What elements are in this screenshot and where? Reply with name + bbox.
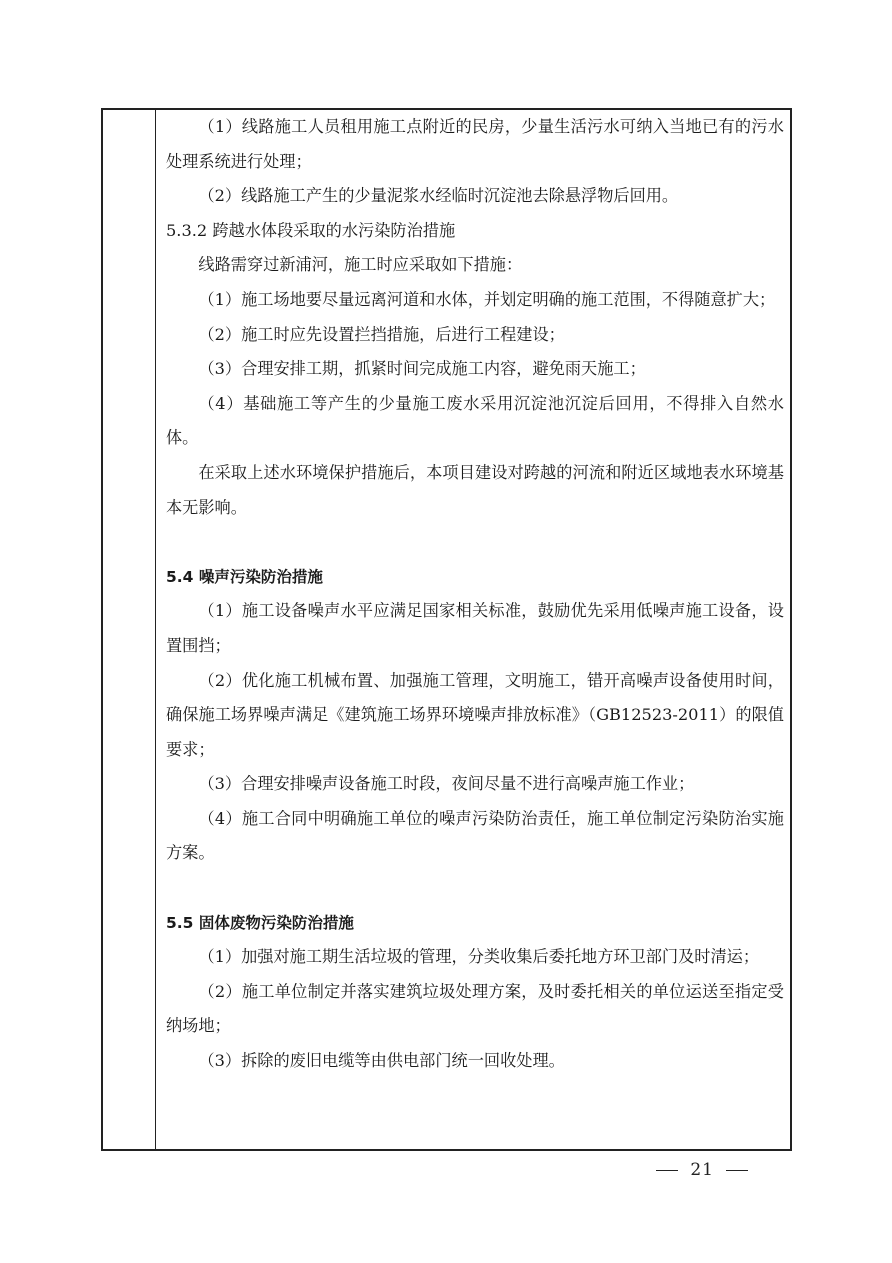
table-column-divider bbox=[155, 108, 156, 1151]
water-measure-3: （3）合理安排工期，抓紧时间完成施工内容，避免雨天施工； bbox=[198, 359, 646, 379]
noise-item-2: （2）优化施工机械布置、加强施工管理，文明施工，错开高噪声设备使用时间，确保施工场界噪声满足《建筑施工场界环境噪声排放标准》（GB12523-2011）的限值要求； bbox=[166, 670, 784, 759]
noise-item-1: （1）施工设备噪声水平应满足国家相关标准，鼓励优先采用低噪声施工设备，设置围挡； bbox=[166, 601, 784, 655]
subsection-heading-5-3-2: 5.3.2 跨越水体段采取的水污染防治措施 bbox=[166, 220, 456, 240]
water-item-2: （2）线路施工产生的少量泥浆水经临时沉淀池去除悬浮物后回用。 bbox=[198, 186, 679, 206]
water-intro: 线路需穿过新浦河，施工时应采取如下措施： bbox=[198, 255, 523, 275]
solid-waste-item-3: （3）拆除的废旧电缆等由供电部门统一回收处理。 bbox=[198, 1051, 565, 1071]
section-heading-5-4: 5.4 噪声污染防治措施 bbox=[166, 567, 323, 586]
water-conclusion: 在采取上述水环境保护措施后，本项目建设对跨越的河流和附近区域地表水环境基本无影响。 bbox=[166, 462, 784, 517]
document-body bbox=[166, 110, 784, 1079]
section-spacer bbox=[166, 525, 784, 560]
section-heading-5-5: 5.5 固体废物污染防治措施 bbox=[166, 913, 354, 932]
dash-right-icon bbox=[726, 1170, 748, 1171]
solid-waste-item-1: （1）加强对施工期生活垃圾的管理，分类收集后委托地方环卫部门及时清运； bbox=[198, 947, 760, 967]
noise-item-4: （4）施工合同中明确施工单位的噪声污染防治责任，施工单位制定污染防治实施方案。 bbox=[166, 808, 784, 863]
solid-waste-item-2: （2）施工单位制定并落实建筑垃圾处理方案，及时委托相关的单位运送至指定受纳场地； bbox=[166, 981, 784, 1036]
water-measure-2: （2）施工时应先设置拦挡措施，后进行工程建设； bbox=[198, 324, 565, 344]
water-measure-4: （4）基础施工等产生的少量施工废水采用沉淀池沉淀后回用，不得排入自然水体。 bbox=[166, 393, 784, 448]
page-number: 21 bbox=[690, 1160, 714, 1180]
water-measure-1: （1）施工场地要尽量远离河道和水体，并划定明确的施工范围，不得随意扩大； bbox=[198, 289, 776, 309]
noise-item-3: （3）合理安排噪声设备施工时段，夜间尽量不进行高噪声施工作业； bbox=[198, 774, 695, 794]
section-spacer bbox=[166, 871, 784, 906]
dash-left-icon bbox=[656, 1170, 678, 1171]
water-item-1: （1）线路施工人员租用施工点附近的民房，少量生活污水可纳入当地已有的污水处理系统进行处理； bbox=[166, 117, 784, 171]
page-footer bbox=[0, 1160, 892, 1180]
